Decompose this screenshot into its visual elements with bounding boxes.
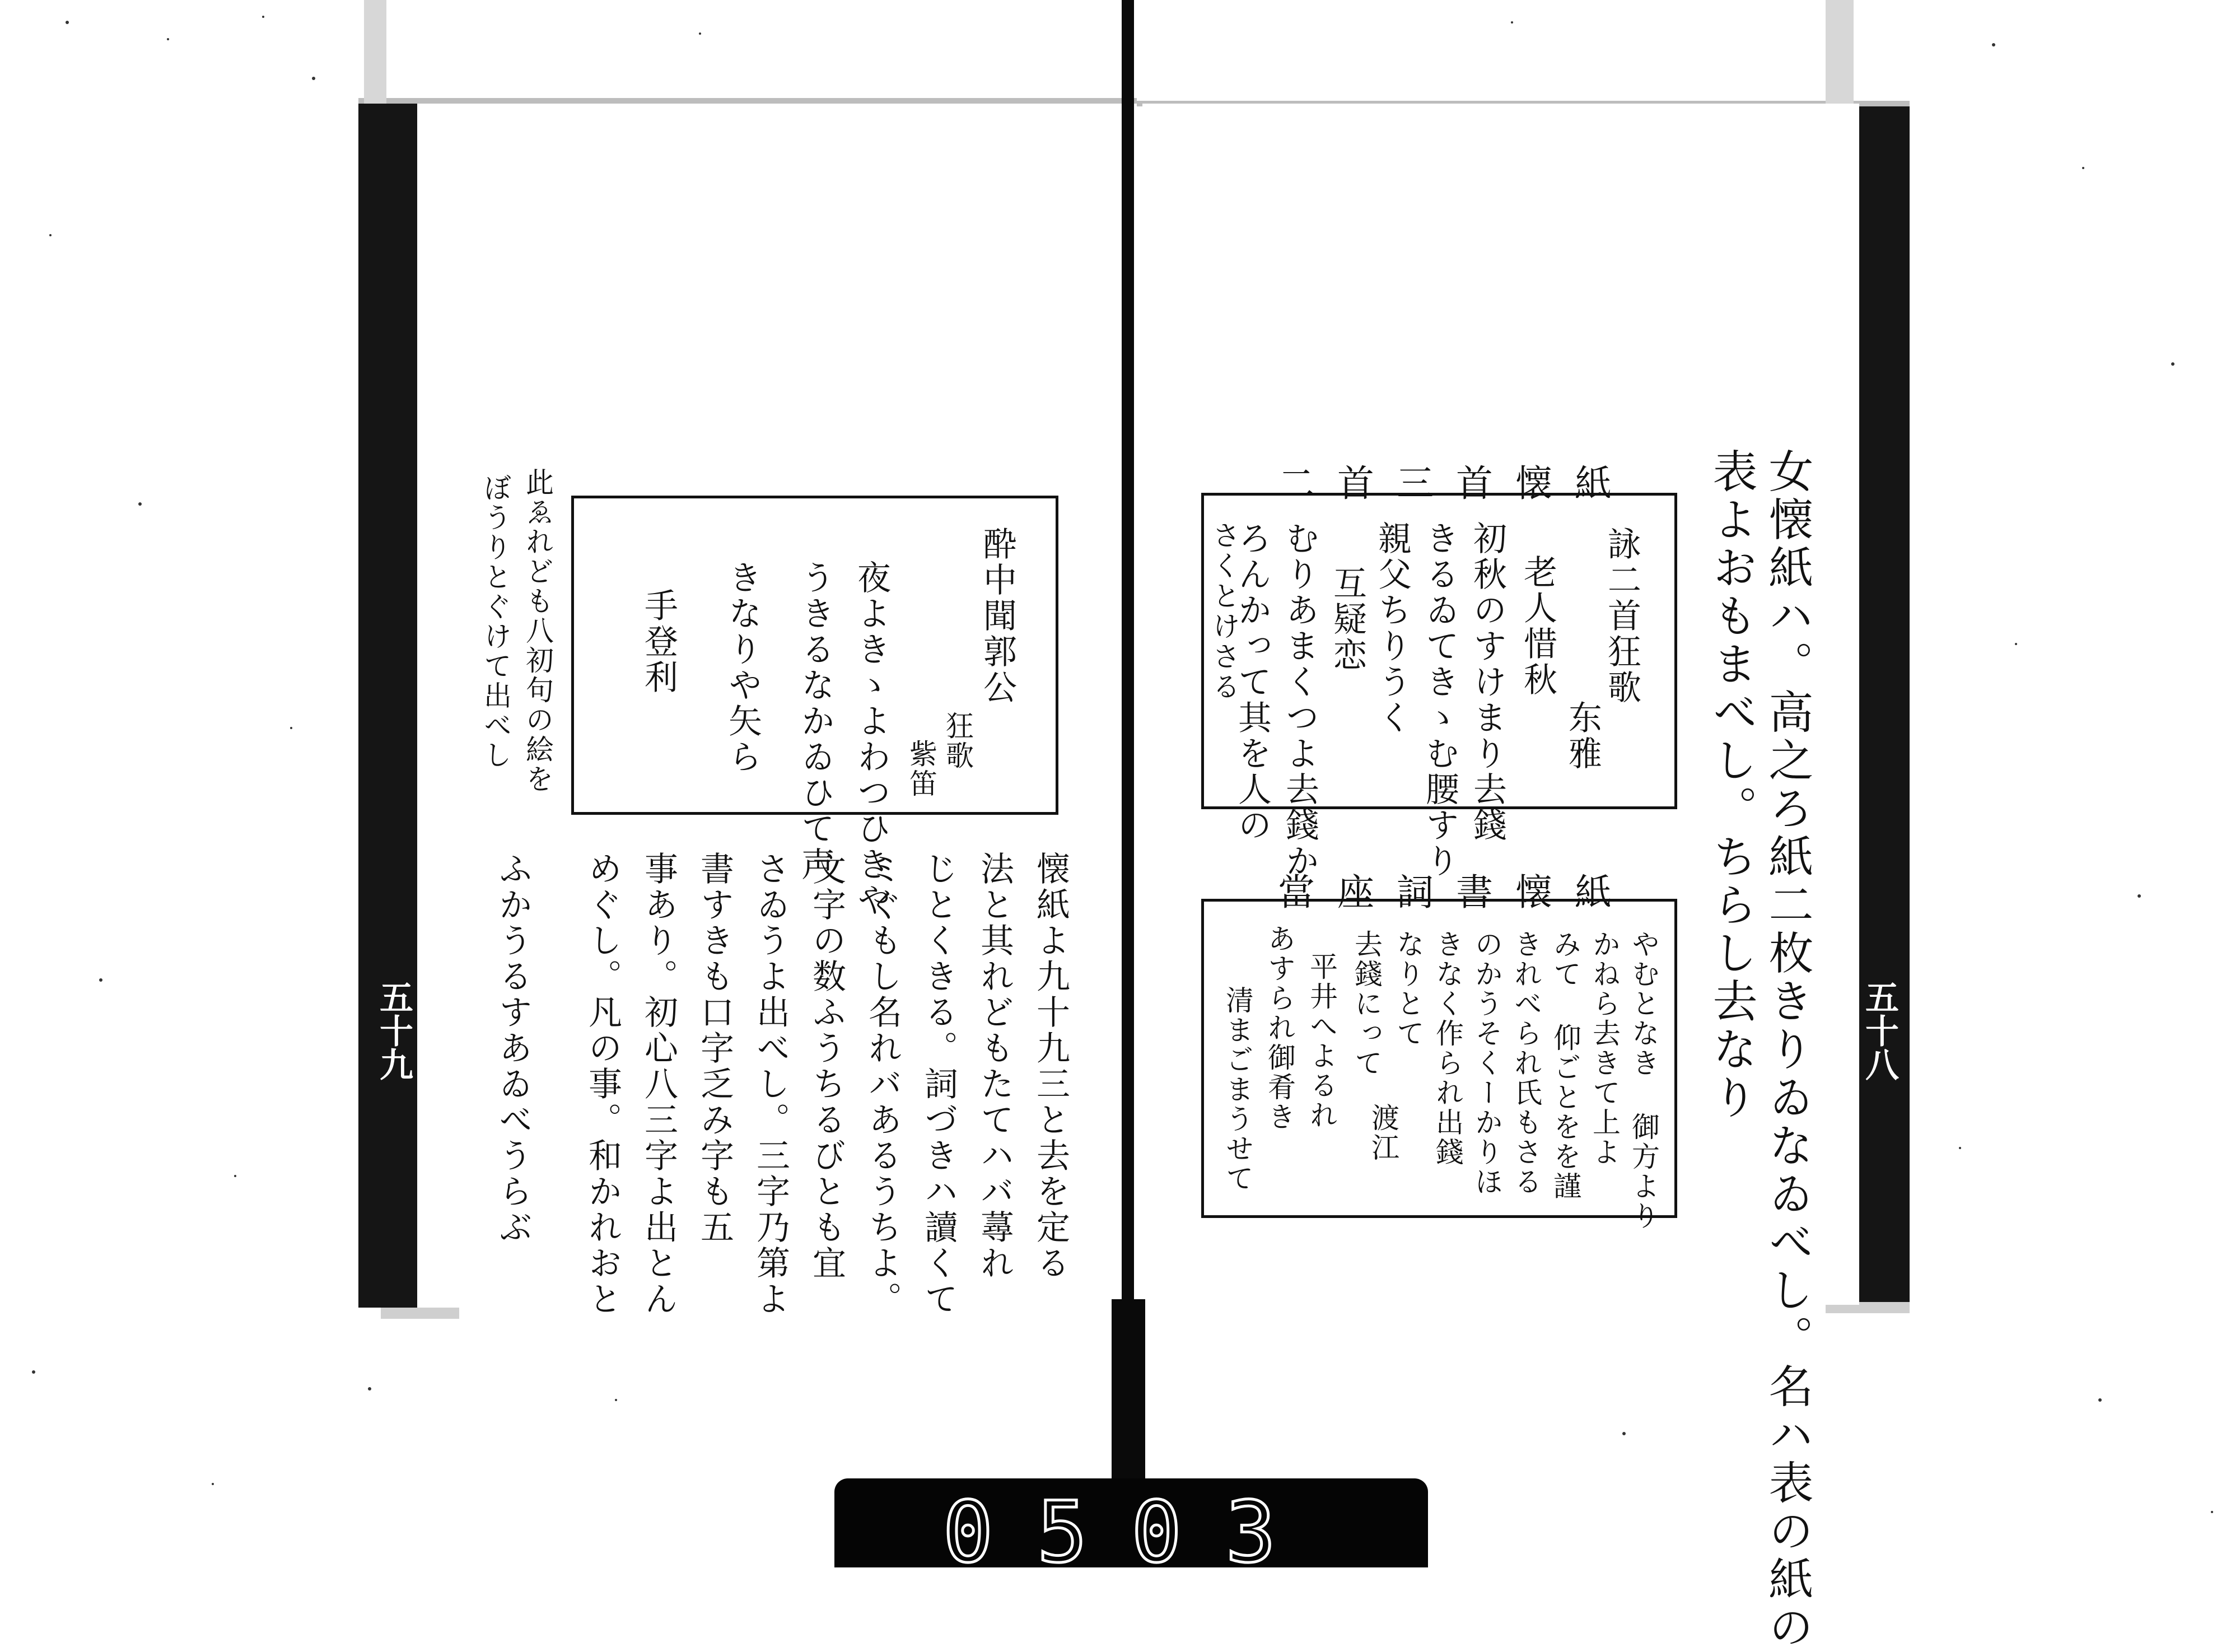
section1-author: 东雅 xyxy=(1563,700,1602,772)
section1-title: 詠二首狂歌 xyxy=(1602,526,1641,706)
poem2-line-1: むりあまくつよ去錢か xyxy=(1280,521,1319,879)
body-line-10: ふかうるすあゐべうらぶ xyxy=(493,851,533,1245)
section2-line-2: かねら去きて上よ xyxy=(1588,930,1621,1167)
body-line-6: さゐうよ出べし。三字乃第よ xyxy=(751,851,790,1317)
book-spine-base xyxy=(1112,1299,1145,1478)
poem1-title: 老人惜秋 xyxy=(1518,554,1557,698)
section2-line-3: みて 仰ごとをを謹 xyxy=(1549,930,1581,1201)
poem-box-line-1: 夜よきゝよわつひきや xyxy=(852,560,891,918)
poem2-title: 互疑恋 xyxy=(1328,566,1367,673)
section2-line-1: やむとなき 御方より xyxy=(1627,930,1660,1231)
poem1-line-1: 初秋のすけまり去錢 xyxy=(1468,521,1507,843)
section2-line-10: あすられ御肴き xyxy=(1263,924,1296,1132)
poem-box-title: 酔中聞郭公 xyxy=(978,526,1017,706)
section2-line-9: 平井へよるれ xyxy=(1305,952,1338,1130)
section1-heading: 二首三首懐紙 xyxy=(1278,462,1634,505)
body-line-7: 書すきも口字乏み字も五 xyxy=(695,851,734,1245)
book-spine xyxy=(1122,0,1134,1478)
section2-line-6: きなく作られ出錢 xyxy=(1431,930,1464,1167)
left-page-edge xyxy=(358,104,417,1308)
note-line-2: ぼうりとぐけて出べし xyxy=(479,473,512,770)
section2-line-11: 清まごまうせて xyxy=(1221,986,1254,1193)
body-line-8: 事あり。初心八三字よ出とん xyxy=(639,851,678,1317)
poem-box-line-4: 手登利 xyxy=(639,588,678,696)
body-line-3: じとくきる。詞づきハ讀くて xyxy=(919,851,958,1317)
section2-line-5: のかうそくーかりほ xyxy=(1471,930,1503,1197)
section2-heading: 當座詞書懐紙 xyxy=(1278,871,1634,914)
body-line-2: 法と其れどもたてハバ蕁れ xyxy=(975,851,1014,1281)
body-line-4: ミぐもし名れバあるうちよ。 xyxy=(863,851,902,1317)
frame-counter-plate xyxy=(834,1478,1428,1581)
poem2-line-3: さくとけさる xyxy=(1208,521,1240,702)
note-line-1: 此ゑれども八初句の絵を xyxy=(521,468,554,794)
body-line-9: めぐし。凡の事。和かれおと xyxy=(583,851,622,1317)
poem2-line-2: ろんかって其を人の xyxy=(1233,521,1272,843)
poem-box-genre: 狂歌 xyxy=(941,711,974,771)
poem1-line-3: 親父ちりうく xyxy=(1373,521,1412,736)
right-page-number: 五十八 xyxy=(1860,980,1899,1081)
section2-line-8: 去錢にって xyxy=(1350,930,1383,1078)
left-page-number: 五十九 xyxy=(374,980,413,1081)
header-line-2: 表よおもまべし。ちらし去なり xyxy=(1705,448,1757,1122)
frame-counter: 0503 xyxy=(942,1484,1320,1581)
poem-box-author: 紫笛 xyxy=(905,739,937,799)
section2-author: 渡江 xyxy=(1367,1103,1399,1163)
poem1-line-2: きるゐてきゝむ腰すり xyxy=(1420,521,1459,879)
poem-box-line-2: うきるなかゐひて声 xyxy=(796,560,835,883)
section2-line-7: なりとて xyxy=(1392,930,1425,1048)
body-line-5: 文字の数ふうちるびとも宜 xyxy=(807,851,846,1281)
body-line-1: 懐紙よ九十九三と去を定る xyxy=(1031,851,1070,1281)
section2-line-4: きれべられ氏もさる xyxy=(1510,930,1542,1197)
header-line-1: 女懐紙ハ。高之ろ紙二枚きりゐなゐべし。名ハ表の紙の xyxy=(1761,448,1813,1652)
poem-box-line-3: きなりや矢ら xyxy=(723,560,762,775)
